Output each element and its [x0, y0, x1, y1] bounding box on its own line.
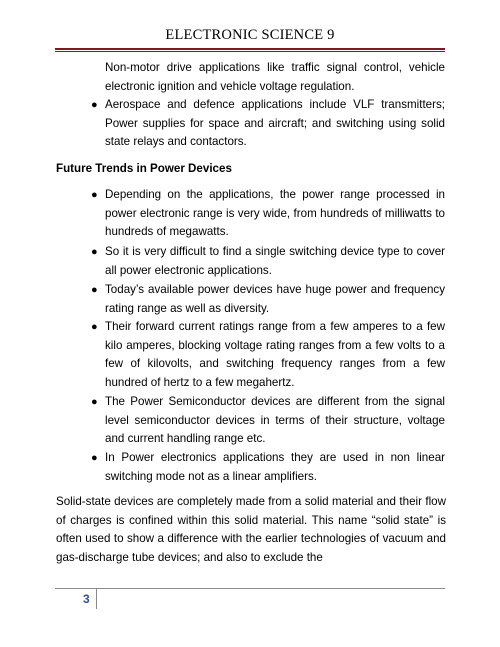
bullet-icon: ●	[91, 284, 98, 296]
bullet-icon: ●	[91, 321, 98, 333]
list-item: Aerospace and defence applications include VLF transmitters; Power supplies for space and aircraft; and switching using solid state relays and contactors.	[105, 98, 445, 149]
page-title: ELECTRONIC SCIENCE 9	[165, 27, 335, 43]
bullet-icon: ●	[91, 189, 98, 201]
list-item: In Power electronics applications they are used in non linear switching mode not as a linear amplifiers.	[105, 451, 445, 483]
bullet-icon: ●	[91, 246, 98, 258]
body-paragraph: Solid-state devices are completely made from a solid material and their flow of charges is confined within this solid material. This name “solid state” is often used to show a difference with the earlier technologies of vacuum and gas-discharge tube devices; and also to exclude the	[56, 495, 446, 564]
list-item: Their forward current ratings range from a few amperes to a few kilo amperes, blocking voltage rating ranges from a few volts to a few of kilovolts, and switching frequency ranges from a few hundred of hertz to a few megahertz.	[105, 320, 445, 389]
list-item: Today’s available power devices have huge power and frequency rating range as well as diversity.	[105, 283, 445, 315]
list-item: Depending on the applications, the power range processed in power electronic range is very wide, from hundreds of milliwatts to hundreds of megawatts.	[105, 188, 445, 239]
list-item: The Power Semiconductor devices are different from the signal level semiconductor devices in terms of their structure, voltage and current handling range etc.	[105, 395, 445, 446]
header-rule-top	[55, 48, 445, 50]
page-number-divider	[96, 589, 97, 609]
bullet-icon: ●	[91, 396, 98, 408]
section-heading: Future Trends in Power Devices	[56, 162, 232, 175]
bullet-icon: ●	[91, 99, 98, 111]
list-item-continued: Non-motor drive applications like traffic signal control, vehicle electronic ignition and vehicle voltage regulation.	[105, 61, 445, 93]
list-item: So it is very difficult to find a single switching device type to cover all power electronic applications.	[105, 245, 445, 277]
page-number: 3	[83, 592, 90, 606]
footer-rule	[55, 588, 445, 589]
bullet-icon: ●	[91, 452, 98, 464]
header-rule-bottom	[55, 51, 445, 52]
